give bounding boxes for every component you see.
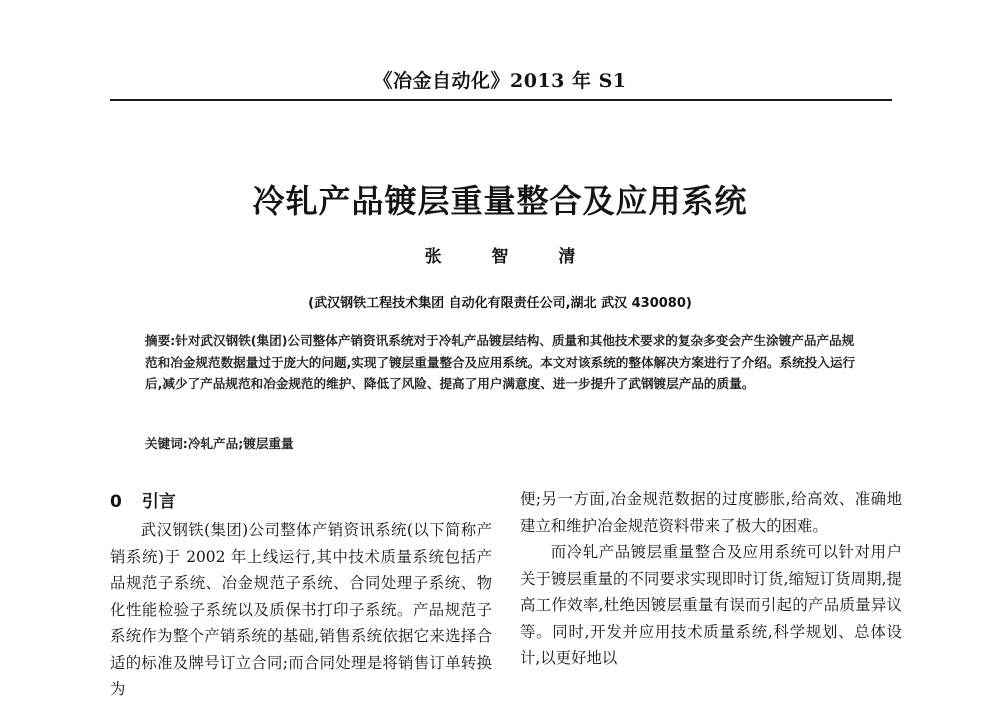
abstract-text: 针对武汉钢铁(集团)公司整体产销资讯系统对于冷轧产品镀层结构、质量和其他技术要求的复杂多变会产生涂镀产品产品规范和冶金规范数据量过于庞大的问题,实现了镀层重量整合及应用系统。本文对该系统的整体解决方案进行了介绍。系统投入运行后,减少了产品规范和冶金规范的维护、降低了风险、提高了用户满意度、进一步提升了武钢镀层产品的质量。 [145, 333, 856, 391]
keywords-label: 关键词: [145, 436, 188, 451]
right-column [520, 486, 902, 672]
keywords [145, 433, 865, 452]
section-title: 引言 [141, 492, 176, 512]
body-paragraph: 而冷轧产品镀层重量整合及应用系统可以针对用户关于镀层重量的不同要求实现即时订货,缩短订货周期,提高工作效率,杜绝因镀层重量有误而引起的产品质量异议等。同时,开发并应用技术质量系统,科学规划、总体设计,以更好地以 [520, 543, 902, 667]
left-column [110, 490, 492, 703]
section-number: 0 [110, 492, 122, 512]
header-rule [110, 99, 892, 101]
author-affiliation: (武汉钢铁工程技术集团 自动化有限责任公司,湖北 武汉 430080) [308, 296, 692, 311]
body-paragraph: 便;另一方面,冶金规范数据的过度膨胀,给高效、准确地建立和维护冶金规范资料带来了极大的困难。 [520, 490, 902, 535]
body-paragraph: 武汉钢铁(集团)公司整体产销资讯系统(以下简称产销系统)于 2002 年上线运行,其中技术质量系统包括产品规范子系统、冶金规范子系统、合同处理子系统、物化性能检验子系统以及质保书打印子系统。产品规范子系统作为整个产销系统的基础,销售系统依据它来选择合适的标准及牌号订立合同;而合同处理是将销售订单转换为 [110, 521, 492, 698]
abstract [145, 330, 865, 395]
abstract-label: 摘要: [145, 333, 176, 348]
paper-title: 冷轧产品镀层重量整合及应用系统 [252, 182, 748, 220]
author-name: 张 智 清 [424, 247, 598, 267]
journal-header: 《冶金自动化》2013 年 S1 [373, 70, 627, 92]
section-heading [110, 490, 492, 514]
keywords-text: 冷轧产品;镀层重量 [187, 436, 294, 451]
